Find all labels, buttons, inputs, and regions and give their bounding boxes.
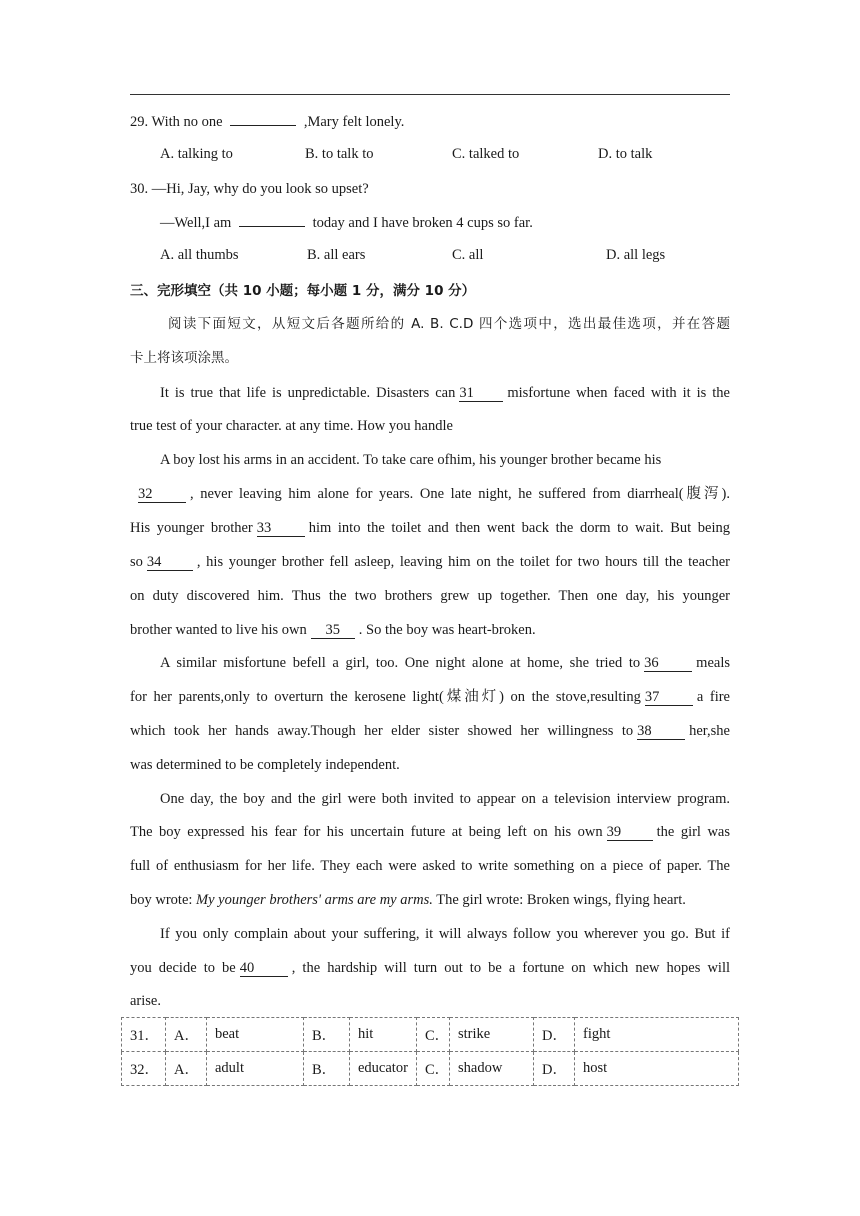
passage-line: His younger brother 33 him into the toilet and then went back the dorm to wait. But being <box>130 520 730 536</box>
passage-line: The boy expressed his fear for his uncertain future at being left on his own 39 the girl was <box>130 824 730 840</box>
question-30-stem: 30. —Hi, Jay, why do you look so upset? <box>130 181 369 197</box>
option-letter: B． <box>304 1052 350 1086</box>
passage-line: so 34 , his younger brother fell asleep, leaving him on the toilet for two hours till the teacher <box>130 554 730 570</box>
blank-39: 39 <box>607 824 653 841</box>
passage-line: If you only complain about your suffering, it will always follow you wherever you go. But if <box>160 926 730 942</box>
answer-blank <box>239 226 305 227</box>
table-row <box>122 1052 739 1086</box>
question-number: 31． <box>122 1018 166 1052</box>
blank-34: 34 <box>147 554 193 571</box>
option-letter: B． <box>304 1018 350 1052</box>
option-text: beat <box>207 1018 304 1052</box>
question-29-stem: 29. With no one ,Mary felt lonely. <box>130 114 405 130</box>
option-letter: A． <box>166 1052 207 1086</box>
blank-33: 33 <box>257 520 305 537</box>
blank-32: 32 <box>138 486 186 503</box>
option-letter: C． <box>417 1052 450 1086</box>
blank-35: 35 <box>311 622 355 639</box>
passage-line: One day, the boy and the girl were both invited to appear on a television interview program. <box>160 791 730 807</box>
q29-option-d: D. to talk <box>598 146 653 162</box>
option-letter: D． <box>534 1018 575 1052</box>
passage-line: It is true that life is unpredictable. Disasters can 31 misfortune when faced with it is the <box>160 385 730 401</box>
q29-option-c: C. talked to <box>452 146 520 162</box>
passage-line: full of enthusiasm for her life. They each were asked to write something on a piece of paper. The <box>130 858 730 874</box>
blank-37: 37 <box>645 689 693 706</box>
instructions-line-1: 阅读下面短文，从短文后各题所给的 A. B. C.D 四个选项中，选出最佳选项，并在答题 <box>168 316 730 332</box>
passage-line: A similar misfortune befell a girl, too. One night alone at home, she tried to 36 meals <box>160 655 730 671</box>
option-text: strike <box>450 1018 534 1052</box>
answer-options-table <box>121 1017 739 1086</box>
q29-option-b: B. to talk to <box>305 146 374 162</box>
instructions-line-2: 卡上将该项涂黑。 <box>130 350 238 366</box>
option-text: hit <box>350 1018 417 1052</box>
q30-option-c: C. all <box>452 247 484 263</box>
passage-line: arise. <box>130 993 161 1009</box>
table-row <box>122 1018 739 1052</box>
question-30-reply: —Well,I am today and I have broken 4 cups so far. <box>160 215 533 231</box>
blank-38: 38 <box>637 723 685 740</box>
passage-line: boy wrote: My younger brothers' arms are my arms. The girl wrote: Broken wings, flying heart. <box>130 892 686 908</box>
passage-line: brother wanted to live his own 35 . So the boy was heart-broken. <box>130 622 536 638</box>
option-text: host <box>575 1052 739 1086</box>
option-letter: D． <box>534 1052 575 1086</box>
question-number: 32． <box>122 1052 166 1086</box>
q30-option-d: D. all legs <box>606 247 666 263</box>
option-letter: C． <box>417 1018 450 1052</box>
passage-line: true test of your character. at any time. How you handle <box>130 418 453 434</box>
option-text: shadow <box>450 1052 534 1086</box>
passage-line: A boy lost his arms in an accident. To take care ofhim, his younger brother became his <box>160 452 662 468</box>
passage-line: you decide to be 40 , the hardship will turn out to be a fortune on which new hopes will <box>130 960 731 976</box>
passage-line: 32 , never leaving him alone for years. One late night, he suffered from diarrheal(腹泻). <box>138 486 730 502</box>
blank-40: 40 <box>240 960 288 977</box>
q29-option-a: A. talking to <box>160 146 233 162</box>
option-letter: A． <box>166 1018 207 1052</box>
option-text: fight <box>575 1018 739 1052</box>
header-rule <box>130 94 730 95</box>
blank-36: 36 <box>644 655 692 672</box>
q30-option-a: A. all thumbs <box>160 247 239 263</box>
passage-line: on duty discovered him. Thus the two brothers grew up together. Then one day, his younger <box>130 588 730 604</box>
option-text: educator <box>350 1052 417 1086</box>
passage-line: which took her hands away.Though her elder sister showed her willingness to 38 her,she <box>130 723 730 739</box>
section-heading: 三、完形填空（共 10 小题；每小题 1 分，满分 10 分） <box>130 283 476 299</box>
answer-blank <box>230 125 296 126</box>
passage-line: for her parents,only to overturn the kerosene light(煤油灯) on the stove,resulting 37 a fire <box>130 689 730 705</box>
blank-31: 31 <box>459 385 503 402</box>
option-text: adult <box>207 1052 304 1086</box>
passage-line: was determined to be completely independent. <box>130 757 400 773</box>
q30-option-b: B. all ears <box>307 247 366 263</box>
